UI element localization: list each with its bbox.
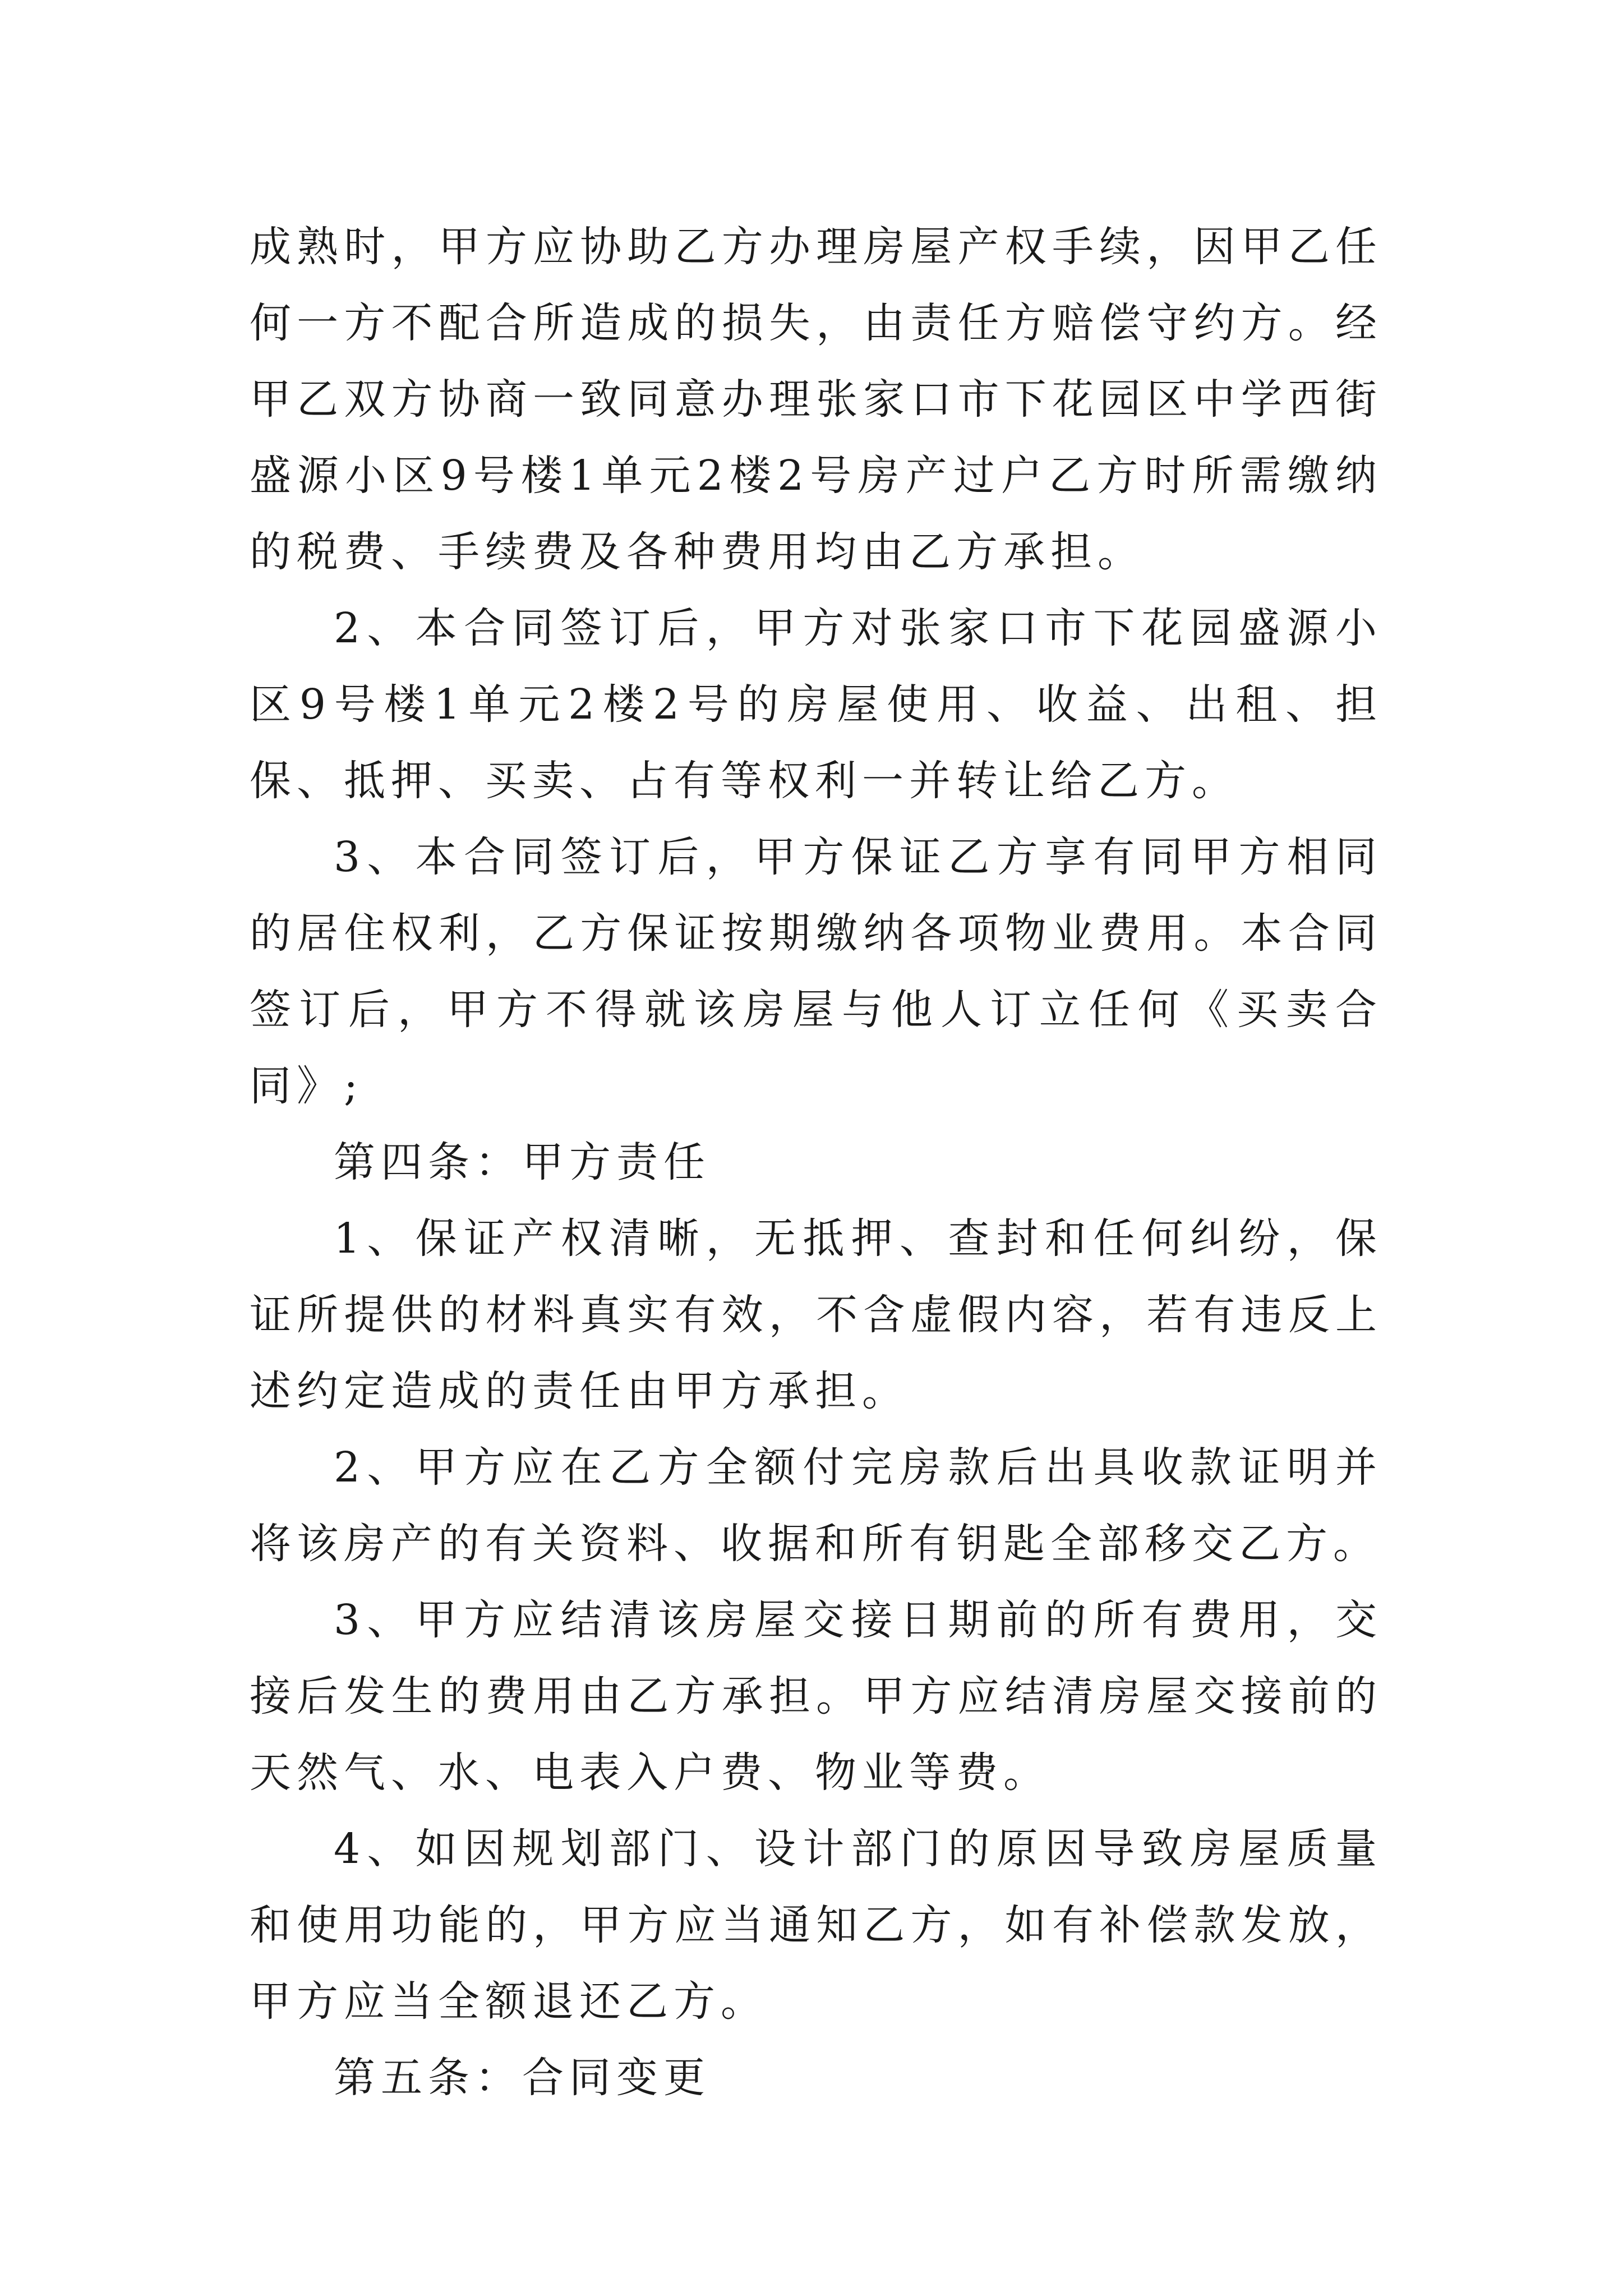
paragraph-clause-3-2: 2、本合同签订后，甲方对张家口市下花园盛源小区9号楼1单元2楼2号的房屋使用、收益、出租、担保、抵押、买卖、占有等权利一并转让给乙方。 [250,604,1382,805]
heading-article-4: 第四条：甲方责任 [334,1138,711,1186]
document-body [250,209,1382,2116]
paragraph-clause-4-1: 1、保证产权清晰，无抵押、查封和任何纠纷，保证所提供的材料真实有效，不含虚假内容，若有违反上述约定造成的责任由甲方承担。 [250,1214,1382,1415]
paragraph-clause-4-4: 4、如因规划部门、设计部门的原因导致房屋质量和使用功能的，甲方应当通知乙方，如有补偿款发放，甲方应当全额退还乙方。 [250,1825,1382,2026]
paragraph-clause-4-2: 2、甲方应在乙方全额付完房款后出具收款证明并将该房产的有关资料、收据和所有钥匙全部移交乙方。 [250,1443,1382,1568]
heading-article-5: 第五条：合同变更 [334,2054,711,2102]
paragraph-clause-4-3: 3、甲方应结清该房屋交接日期前的所有费用，交接后发生的费用由乙方承担。甲方应结清房屋交接前的天然气、水、电表入户费、物业等费。 [250,1596,1382,1797]
paragraph-continuation: 成熟时，甲方应协助乙方办理房屋产权手续，因甲乙任何一方不配合所造成的损失，由责任方赔偿守约方。经甲乙双方协商一致同意办理张家口市下花园区中学西街盛源小区9号楼1单元2楼2号房产过户乙方时所需缴纳的税费、手续费及各种费用均由乙方承担。 [250,223,1382,576]
paragraph-clause-3-3: 3、本合同签订后，甲方保证乙方享有同甲方相同的居住权利，乙方保证按期缴纳各项物业费用。本合同签订后，甲方不得就该房屋与他人订立任何《买卖合同》; [250,833,1382,1110]
